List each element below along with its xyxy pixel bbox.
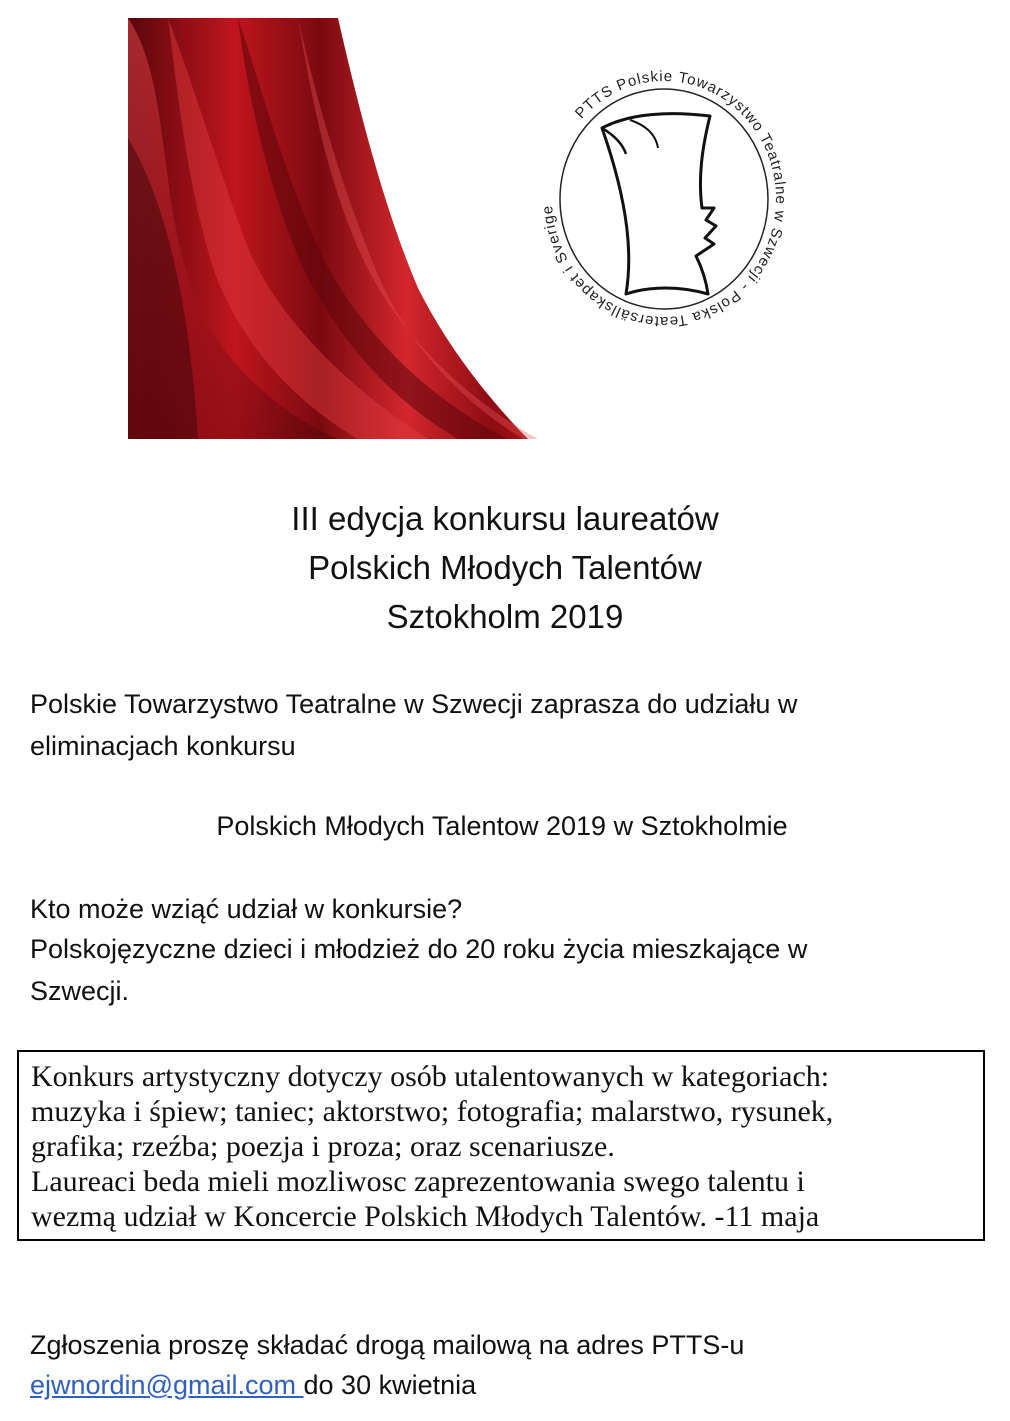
title-line-2: Polskich Młodych Talentów (308, 549, 702, 586)
ptts-seal-graphic (530, 58, 798, 340)
submission-line-1: Zgłoszenia proszę składać drogą mailową na adres PTTS-u (30, 1330, 745, 1360)
intro-line-1: Polskie Towarzystwo Teatralne w Szwecji zaprasza do udziału w (30, 689, 798, 719)
box-line-2: muzyka i śpiew; taniec; aktorstwo; fotografia; malarstwo, rysunek, (31, 1095, 834, 1128)
intro-line-2: eliminacjach konkursu (30, 731, 296, 761)
box-line-1: Konkurs artystyczny dotyczy osób utalentowanych w kategoriach: (31, 1060, 830, 1093)
curtain-graphic (128, 18, 556, 439)
box-line-5: wezmą udział w Koncercie Polskich Młodych Talentów. -11 maja (31, 1200, 820, 1233)
eligibility-question: Kto może wziąć udział w konkursie? (30, 894, 463, 924)
email-link[interactable]: ejwnordin@gmail.com (30, 1370, 304, 1400)
title-line-3: Sztokholm 2019 (386, 598, 624, 635)
logo-ring-text: PTTS Polskie Towarzystwo Teatralne w Szwecji - Polska Teatersällskapet i Sverige (539, 67, 790, 331)
ptts-logo (530, 58, 798, 340)
svg-text:PTTS Polskie Towarzystwo Teatr (539, 68, 789, 330)
title-line-1: III edycja konkursu laureatów (291, 500, 719, 537)
page-title (0, 494, 1010, 641)
contest-name: Polskich Młodych Talentow 2019 w Sztokholmie (216, 811, 788, 841)
eligibility-answer-line-1: Polskojęzyczne dzieci i młodzież do 20 roku życia mieszkające w (30, 934, 808, 964)
red-curtain-image (128, 18, 556, 439)
eligibility-answer-line-2: Szwecji. (30, 976, 130, 1006)
submission-line-2 (30, 1368, 476, 1403)
submission-deadline: do 30 kwietnia (303, 1370, 477, 1400)
box-line-4: Laureaci beda mieli mozliwosc zaprezentowania swego talentu i (31, 1165, 805, 1198)
box-line-3: grafika; rzeźba; poezja i proza; oraz scenariusze. (31, 1130, 615, 1163)
categories-box (17, 1050, 985, 1241)
